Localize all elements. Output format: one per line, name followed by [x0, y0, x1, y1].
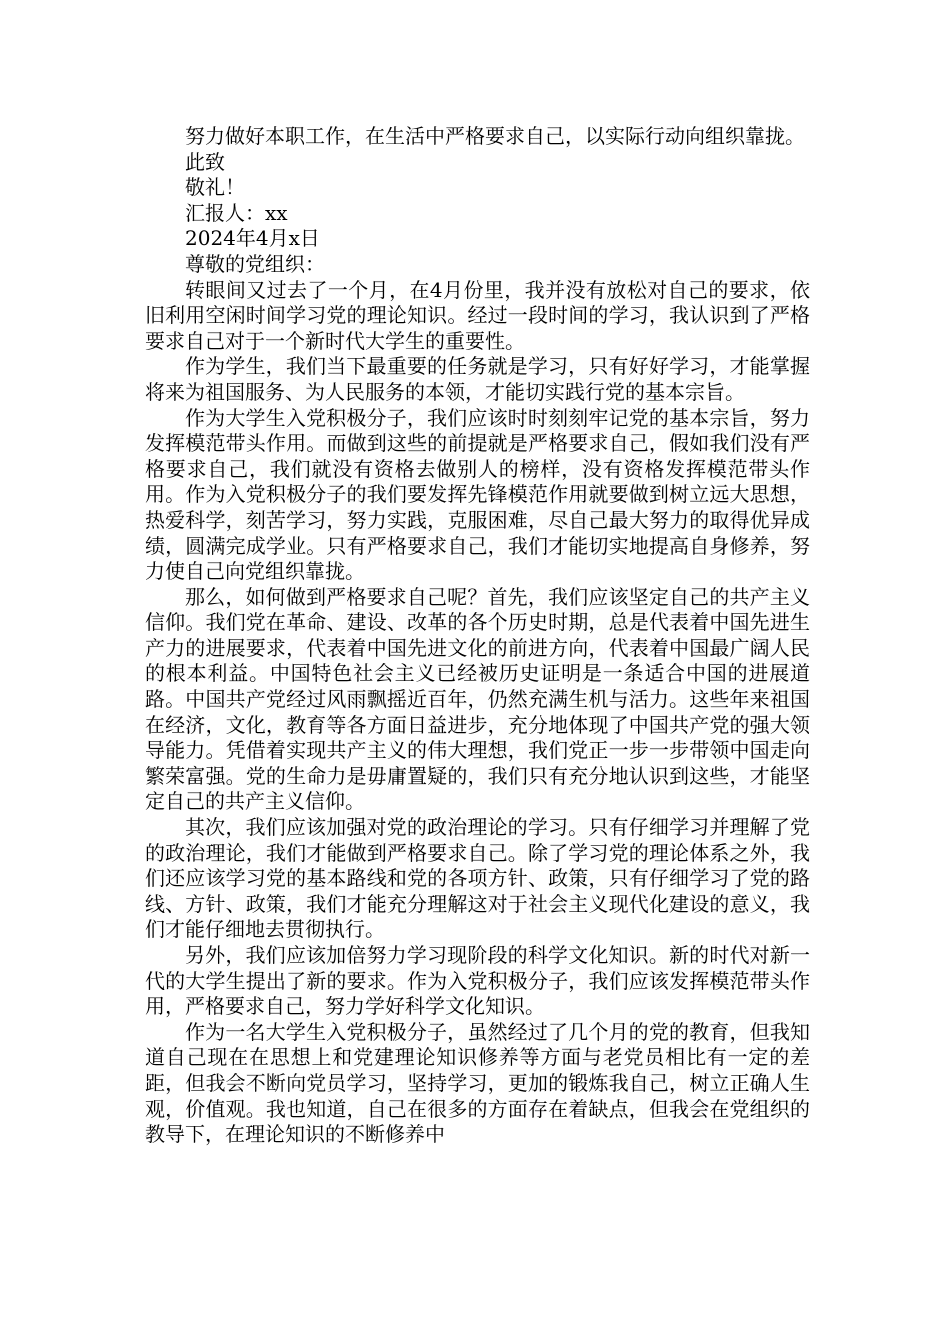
paragraph-intro: 转眼间又过去了一个月，在4月份里，我并没有放松对自己的要求，依旧利用空闲时间学习党的理论知识。经过一段时间的学习，我认识到了严格要求自己对于一个新时代大学生的重要性。 — [145, 277, 810, 353]
paragraph-activist-role: 作为大学生入党积极分子，我们应该时时刻刻牢记党的基本宗旨，努力发挥模范带头作用。而做到这些的前提就是严格要求自己，假如我们没有严格要求自己，我们就没有资格去做别人的榜样，没有资格发挥模范带头作用。作为入党积极分子的我们要发挥先锋模范作用就要做到树立远大思想，热爱科学，刻苦学习，努力实践，克服困难，尽自己最大努力的取得优异成绩，圆满完成学业。只有严格要求自己，我们才能切实地提高自身修养，努力使自己向党组织靠拢。 — [145, 405, 810, 584]
paragraph-student-task: 作为学生，我们当下最重要的任务就是学习，只有好好学习，才能掌握将来为祖国服务、为人民服务的本领，才能切实践行党的基本宗旨。 — [145, 354, 810, 404]
closing-regards: 敬礼！ — [185, 175, 245, 200]
document-body — [145, 124, 810, 1148]
letter-greeting: 尊敬的党组织： — [185, 251, 325, 276]
paragraph-closing-commitment: 努力做好本职工作，在生活中严格要求自己，以实际行动向组织靠拢。 — [185, 124, 805, 148]
paragraph-firm-belief: 那么，如何做到严格要求自己呢？首先，我们应该坚定自己的共产主义信仰。我们党在革命、建设、改革的各个历史时期，总是代表着中国先进生产力的进展要求，代表着中国先进文化的前进方向，代表着中国最广阔人民的根本利益。中国特色社会主义已经被历史证明是一条适合中国的进展道路。中国共产党经过风雨飘摇近百年，仍然充满生机与活力。这些年来祖国在经济，文化，教育等各方面日益进步，充分地体现了中国共产党的强大领导能力。凭借着实现共产主义的伟大理想，我们党正一步一步带领中国走向繁荣富强。党的生命力是毋庸置疑的，我们只有充分地认识到这些，才能坚定自己的共产主义信仰。 — [145, 584, 810, 814]
paragraph-self-reflection: 作为一名大学生入党积极分子，虽然经过了几个月的党的教育，但我知道自己现在在思想上和党建理论知识修养等方面与老党员相比有一定的差距，但我会不断向党员学习，坚持学习，更加的锻炼我自己，树立正确人生观，价值观。我也知道，自己在很多的方面存在着缺点，但我会在党组织的教导下，在理论知识的不断修养中 — [145, 1019, 810, 1147]
reporter-name: 汇报人：xx — [185, 200, 288, 225]
closing-salutation: 此致 — [185, 149, 225, 174]
paragraph-science-culture: 另外，我们应该加倍努力学习现阶段的科学文化知识。新的时代对新一代的大学生提出了新的要求。作为入党积极分子，我们应该发挥模范带头作用，严格要求自己，努力学好科学文化知识。 — [145, 943, 810, 1019]
paragraph-political-theory: 其次，我们应该加强对党的政治理论的学习。只有仔细学习并理解了党的政治理论，我们才能做到严格要求自己。除了学习党的理论体系之外，我们还应该学习党的基本路线和党的各项方针、政策，只有仔细学习了党的路线、方针、政策，我们才能充分理解这对于社会主义现代化建设的意义，我们才能仔细地去贯彻执行。 — [145, 815, 810, 942]
report-date: 2024年4月x日 — [185, 226, 320, 251]
